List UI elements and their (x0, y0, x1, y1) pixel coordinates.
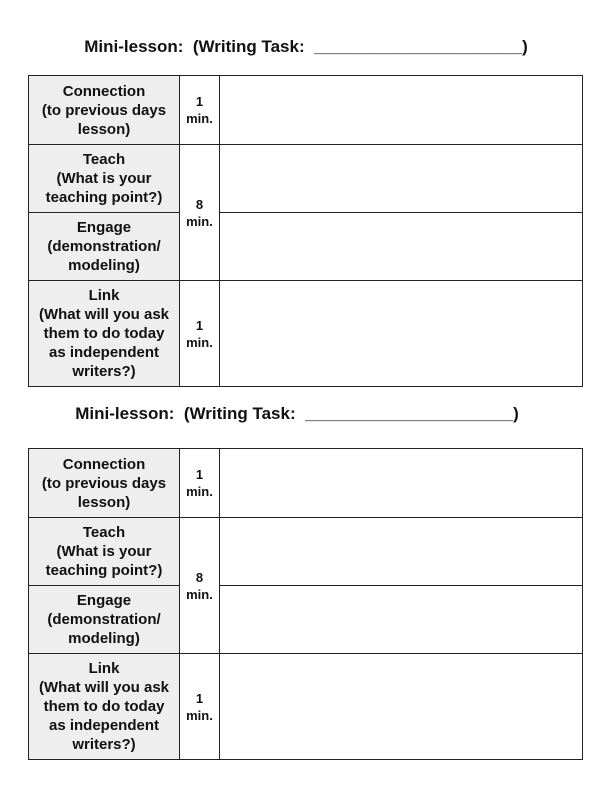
connection-time: 1 min. (180, 449, 220, 518)
teach-engage-time: 8 min. (180, 145, 220, 281)
teach-engage-time: 8 min. (180, 518, 220, 654)
link-label: Link (What will you ask them to do today as independent writers?) (29, 654, 180, 760)
link-notes-field[interactable] (220, 281, 583, 387)
connection-notes-field[interactable] (220, 449, 583, 518)
connection-label: Connection (to previous days lesson) (29, 76, 180, 145)
link-time: 1 min. (180, 654, 220, 760)
engage-label: Engage (demonstration/ modeling) (29, 586, 180, 654)
link-label: Link (What will you ask them to do today as independent writers?) (29, 281, 180, 387)
link-notes-field[interactable] (220, 654, 583, 760)
section-2-title: Mini-lesson: (Writing Task: ______________________) (75, 404, 519, 423)
teach-notes-field[interactable] (220, 518, 583, 586)
engage-notes-field[interactable] (220, 213, 583, 281)
section-2-table (28, 448, 583, 760)
engage-label: Engage (demonstration/ modeling) (29, 213, 180, 281)
connection-time: 1 min. (180, 76, 220, 145)
section-1-table (28, 75, 583, 387)
teach-label: Teach (What is your teaching point?) (29, 145, 180, 213)
link-time: 1 min. (180, 281, 220, 387)
connection-label: Connection (to previous days lesson) (29, 449, 180, 518)
engage-notes-field[interactable] (220, 586, 583, 654)
section-1-title: Mini-lesson: (Writing Task: ______________________) (84, 37, 528, 56)
connection-notes-field[interactable] (220, 76, 583, 145)
teach-notes-field[interactable] (220, 145, 583, 213)
teach-label: Teach (What is your teaching point?) (29, 518, 180, 586)
